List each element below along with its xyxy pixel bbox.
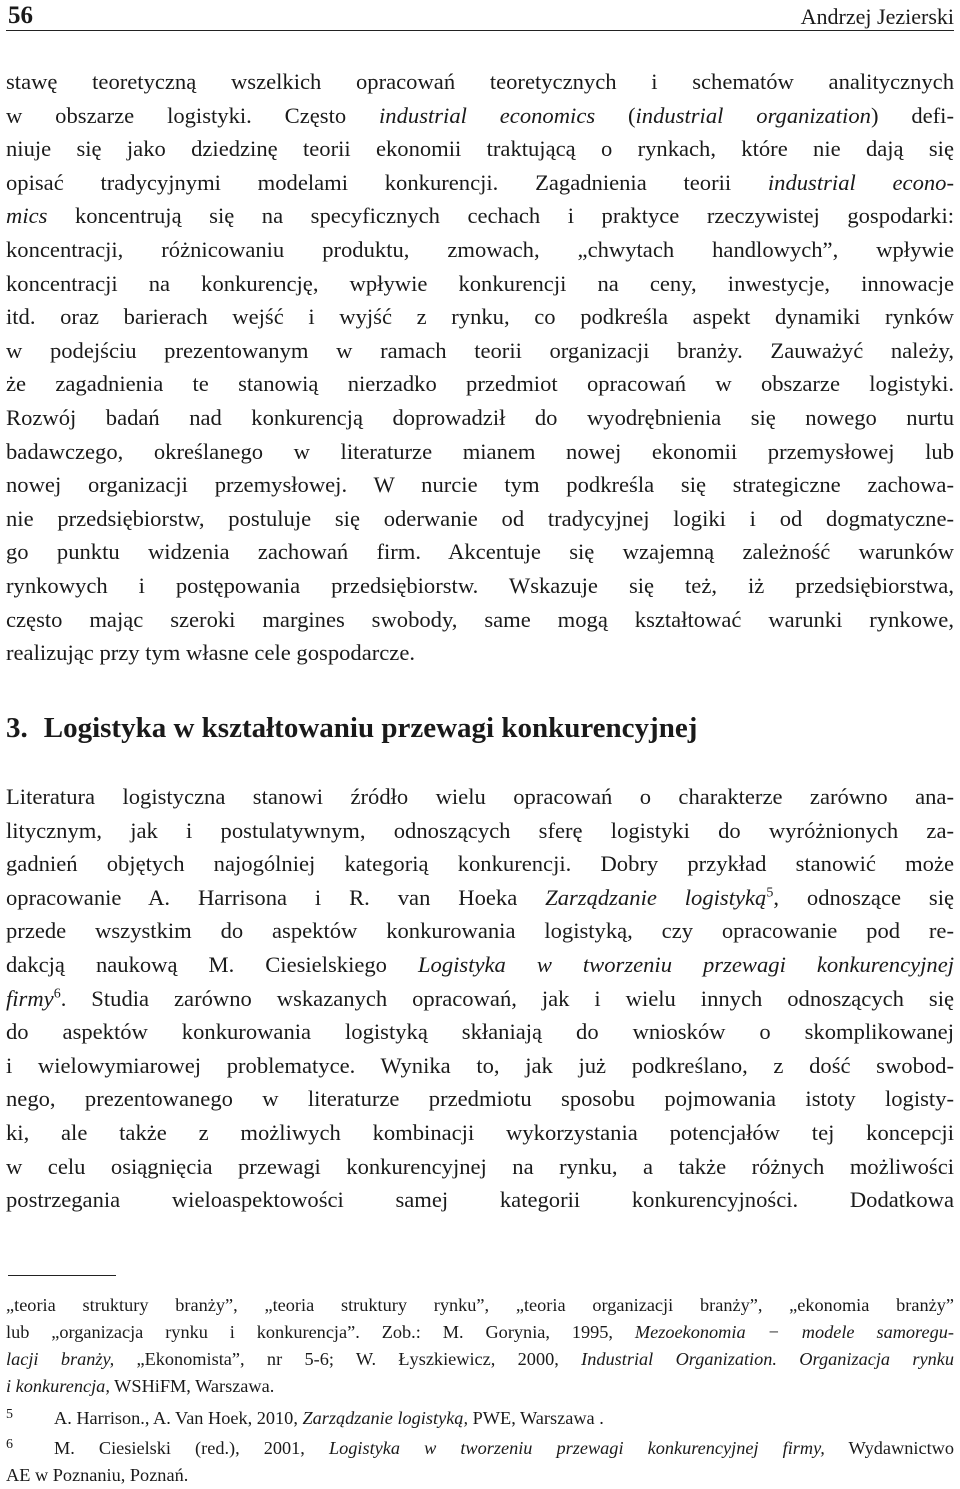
footnote-6 <box>6 1435 954 1489</box>
text-line: litycznym, jak i postulatywnym, odnoszących sferę logistyki do wyróżnionych za- <box>6 817 954 843</box>
footnote-line: „teoria struktury branży”, „teoria struktury rynku”, „teoria organizacji branży”, „ekonomia branży” <box>6 1295 954 1315</box>
text-line: w podejściu prezentowanym w ramach teorii organizacji branży. Zauważyć należy, <box>6 337 954 363</box>
running-head-author: Andrzej Jezierski <box>800 4 954 29</box>
section-heading <box>6 712 697 745</box>
text-line: gadnień objętych najogólniej kategorią konkurencji. Dobry przykład stanowić może <box>6 851 954 877</box>
text-line: koncentracji na konkurencję, wpływie konkurencji na ceny, inwestycje, innowacje <box>6 270 954 296</box>
footnote-line: lub „organizacja rynku i konkurencja”. Zob.: M. Gorynia, 1995, Mezoekonomia − modele samoregu- <box>6 1322 954 1342</box>
page-header <box>6 0 954 31</box>
section-title: Logistyka w kształtowaniu przewagi konkurencyjnej <box>43 712 698 744</box>
text-line: w obszarze logistyki. Często industrial economics (industrial organization) defi- <box>6 102 954 128</box>
text-line: często mając szeroki margines swobody, same mogą kształtować warunki rynkowe, <box>6 606 954 632</box>
text-line: niuje się jako dziedzinę teorii ekonomii traktującą o rynkach, które nie dają się <box>6 136 954 162</box>
page-number: 56 <box>8 2 33 29</box>
body-paragraph-1 <box>6 65 954 670</box>
section-number: 3. <box>6 712 28 744</box>
text-line: że zagadnienia te stanowią nierzadko przedmiot opracowań w obszarze logistyki. <box>6 371 954 397</box>
text-line: opracowanie A. Harrisona i R. van Hoeka Zarządzanie logistyką$^5$, odnoszące się <box>6 884 955 910</box>
text-line: przede wszystkim do aspektów konkurowania logistyką, czy opracowanie pod re- <box>6 918 954 944</box>
footnote-line: i konkurencja, WSHiFM, Warszawa. <box>6 1376 275 1396</box>
footnote-continued <box>6 1292 954 1400</box>
footnote-separator <box>8 1275 116 1276</box>
footnote-line: AE w Poznaniu, Poznań. <box>6 1465 189 1485</box>
footnote-ref-5: 5 <box>766 885 774 901</box>
footnote-ref-6: 6 <box>53 986 61 1002</box>
text-line: realizując przy tym własne cele gospodarcze. <box>6 640 415 666</box>
text-line: w celu osiągnięcia przewagi konkurencyjnej na rynku, a także różnych możliwości <box>6 1153 954 1179</box>
footnote-line: 6 M. Ciesielski (red.), 2001, Logistyka w tworzeniu przewagi konkurencyjnej firmy, Wydawnictwo <box>6 1437 954 1458</box>
text-line: Literatura logistyczna stanowi źródło wielu opracowań o charakterze zarówno ana- <box>6 784 954 809</box>
text-line: postrzegania wieloaspektowości samej kategorii konkurencyjności. Dodatkowa <box>6 1187 954 1213</box>
footnote-5 <box>6 1405 954 1432</box>
text-line: do aspektów konkurowania logistyką skłaniają do wniosków o skomplikowanej <box>6 1019 954 1045</box>
text-line: nego, prezentowanego w literaturze przedmiotu sposobu pojmowania istoty logisty- <box>6 1086 954 1112</box>
footnote-line: 5 A. Harrison., A. Van Hoek, 2010, Zarządzanie logistyką, PWE, Warszawa . <box>6 1407 604 1428</box>
text-line: opisać tradycyjnymi modelami konkurencji. Zagadnienia teorii industrial econo- <box>6 169 954 195</box>
footnote-line: lacji branży, „Ekonomista”, nr 5-6; W. Łyszkiewicz, 2000, Industrial Organization. Organizacja rynku <box>6 1349 954 1369</box>
text-line: rynkowych i postępowania przedsiębiorstw. Wskazuje się też, iż przedsiębiorstwa, <box>6 572 954 598</box>
footnote-marker: 6 <box>6 1437 13 1452</box>
text-line: ki, ale także z możliwych kombinacji wykorzystania potencjałów tej koncepcji <box>6 1119 954 1145</box>
text-line: koncentracji, różnicowaniu produktu, zmowach, „chwytach handlowych”, wpływie <box>6 236 954 262</box>
text-line: badawczego, określanego w literaturze mianem nowej ekonomii przemysłowej lub <box>6 438 954 464</box>
text-line: i wielowymiarowej problematyce. Wynika to, jak już podkreślano, z dość swobod- <box>6 1052 954 1078</box>
text-line: Rozwój badań nad konkurencją doprowadził do wyodrębnienia się nowego nurtu <box>6 404 954 430</box>
text-line: nie przedsiębiorstw, postuluje się oderwanie od tradycyjnej logiki i od dogmatyczne- <box>6 505 954 531</box>
text-line: dakcją naukową M. Ciesielskiego Logistyka w tworzeniu przewagi konkurencyjnej <box>6 951 955 977</box>
text-line: mics koncentrują się na specyficznych cechach i praktyce rzeczywistej gospodarki: <box>6 203 954 229</box>
footnote-marker: 5 <box>6 1407 13 1422</box>
text-line: itd. oraz barierach wejść i wyjść z rynku, co podkreśla aspekt dynamiki rynków <box>6 304 954 330</box>
text-line: stawę teoretyczną wszelkich opracowań teoretycznych i schematów analitycznych <box>6 69 954 94</box>
text-line: nowej organizacji przemysłowej. W nurcie tym podkreśla się strategiczne zachowa- <box>6 472 954 498</box>
text-line: firmy$^6$. Studia zarówno wskazanych opracowań, jak i wielu innych odnoszących się <box>6 985 954 1011</box>
text-line: go punktu widzenia zachowań firm. Akcentuje się wzajemną zależność warunków <box>6 539 954 565</box>
body-paragraph-2 <box>6 780 954 1217</box>
